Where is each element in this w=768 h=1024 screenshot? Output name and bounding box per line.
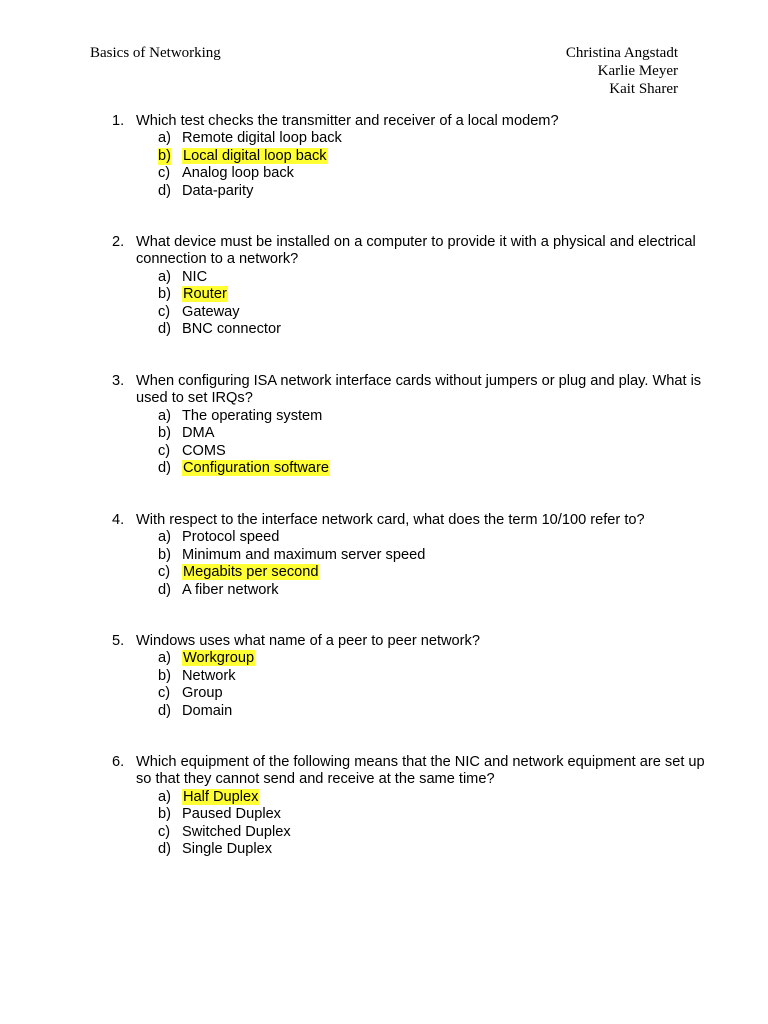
option-c: c) Gateway <box>158 303 240 320</box>
option-a: a) Protocol speed <box>158 529 280 546</box>
question-text: When configuring ISA network interface cards without jumpers or plug and play. What is used to set IRQs? <box>136 373 702 407</box>
option-b: b) Paused Duplex <box>158 806 281 823</box>
question-text: What device must be installed on a computer to provide it with a physical and electrical connection to a network? <box>136 234 696 268</box>
option-c: c) Switched Duplex <box>158 823 291 840</box>
option-list <box>158 130 716 200</box>
option-a: a) The operating system <box>158 407 323 424</box>
question-6 <box>112 754 716 858</box>
option-d: d) A fiber network <box>158 581 279 598</box>
option-c: c) COMS <box>158 442 226 459</box>
option-d: d) Single Duplex <box>158 841 273 858</box>
question-text: Which equipment of the following means that the NIC and network equipment are set up so that they cannot send and receive at the same time? <box>136 754 705 788</box>
question-number: 1. <box>112 113 125 129</box>
option-d: d) Domain <box>158 702 233 719</box>
question-number: 4. <box>112 512 125 528</box>
question-1 <box>112 113 716 200</box>
question-3 <box>112 373 716 477</box>
option-a: a) NIC <box>158 268 208 285</box>
option-list <box>158 789 716 859</box>
option-b: b) DMA <box>158 425 215 442</box>
option-b-answer <box>158 148 716 165</box>
highlighted-letter: b) <box>158 147 171 164</box>
option-a: a) Remote digital loop back <box>158 130 342 147</box>
highlighted-answer: Configuration software <box>183 460 330 477</box>
document-title: Basics of Networking <box>90 45 221 61</box>
question-4 <box>112 512 716 599</box>
question-text: Windows uses what name of a peer to peer network? <box>136 633 480 649</box>
option-d: d) Data-parity <box>158 182 254 199</box>
question-number: 3. <box>112 373 125 389</box>
option-a-answer: a) Workgroup <box>158 650 255 667</box>
question-text: Which test checks the transmitter and receiver of a local modem? <box>136 113 559 129</box>
option-list <box>158 529 716 599</box>
highlighted-answer: Half Duplex <box>183 788 259 805</box>
author-name: Christina Angstadt <box>565 45 678 61</box>
question-number: 5. <box>112 633 125 649</box>
question-number: 2. <box>112 234 125 250</box>
author-list <box>566 44 678 98</box>
question-number: 6. <box>112 754 125 770</box>
question-2 <box>112 234 716 338</box>
option-list <box>158 650 716 720</box>
option-list <box>158 408 716 478</box>
option-d: d) BNC connector <box>158 321 281 338</box>
option-c: c) Analog loop back <box>158 165 294 182</box>
question-5 <box>112 633 716 720</box>
author-name: Kait Sharer <box>609 81 678 97</box>
question-text: With respect to the interface network card, what does the term 10/100 refer to? <box>136 512 645 528</box>
highlighted-answer: Router <box>183 286 227 303</box>
highlighted-answer: Megabits per second <box>183 564 319 581</box>
option-c-answer: c) Megabits per second <box>158 564 319 581</box>
option-b: b) Network <box>158 667 236 684</box>
author-name: Karlie Meyer <box>597 63 678 79</box>
highlighted-answer: Workgroup <box>183 650 255 667</box>
option-b: b) Minimum and maximum server speed <box>158 546 426 563</box>
highlighted-answer: Local digital loop back <box>183 147 327 164</box>
option-a-answer: a) Half Duplex <box>158 788 259 805</box>
option-d-answer: d) Configuration software <box>158 460 330 477</box>
option-c: c) Group <box>158 685 223 702</box>
option-list <box>158 269 716 339</box>
option-b-answer: b) Router <box>158 286 227 303</box>
